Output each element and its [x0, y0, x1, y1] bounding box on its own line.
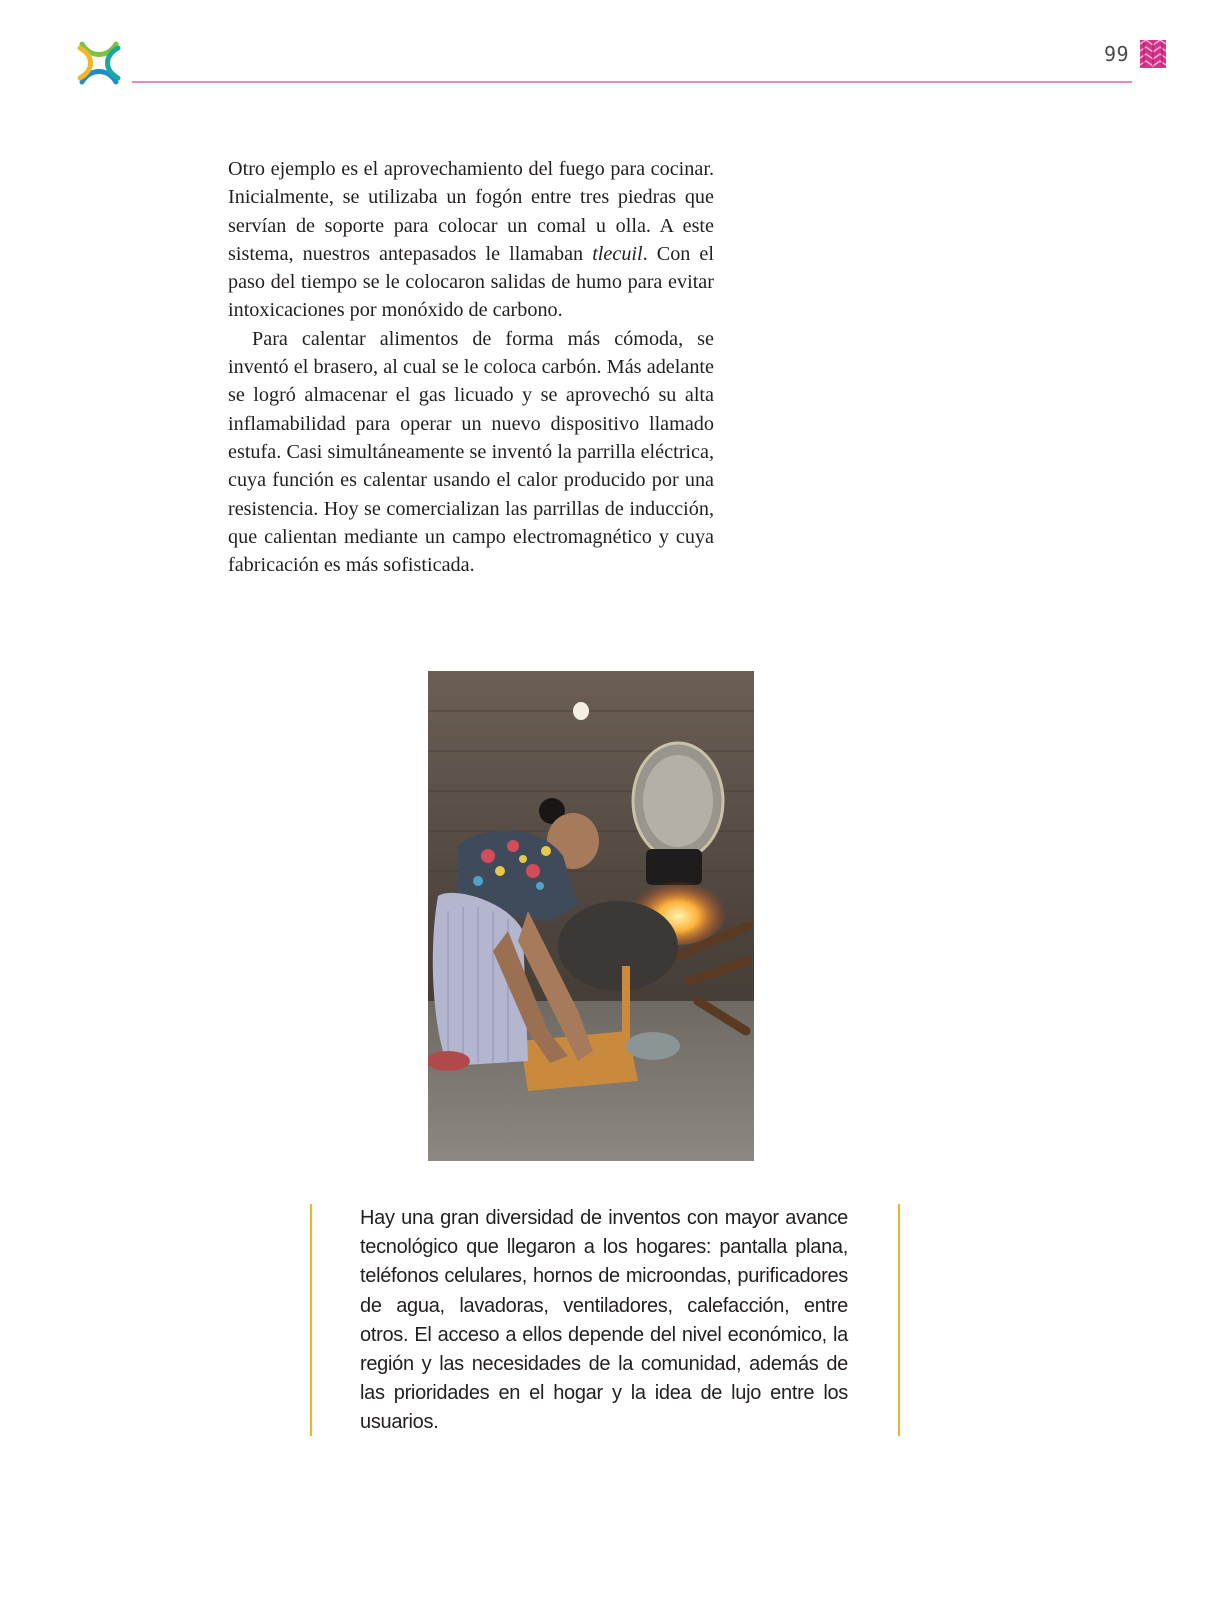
main-body-text — [228, 155, 714, 579]
sidebar-text: Hay una gran diversidad de inventos con mayor avance tecnológico que llegaron a los hogares: pantalla plana, teléfonos celulares, hornos de microondas, purificadores de agua, lavadoras, ventiladores, calefacción, entre otros. El acceso a ellos depende del nivel económico, la región y las necesidades de la comunidad, además de las prioridades en el hogar y la idea de lujo entre los usuarios. — [360, 1207, 848, 1434]
photo-woman-cooking-on-wood-fire — [428, 671, 754, 1161]
header-rule — [132, 81, 1132, 83]
sidebar-note — [310, 1204, 900, 1436]
sidebar-left-bar — [310, 1204, 312, 1436]
page-number: 99 — [1104, 42, 1130, 66]
paragraph-stoves: Para calentar alimentos de forma más cómoda, se inventó el brasero, al cual se le coloca carbón. Más adelante se logró almacenar el gas licuado y se aprovechó su alta inflamabilidad para operar un nuevo dispositivo llamado estufa. Casi simultáneamente se inventó la parrilla eléctrica, cuya función es calentar usando el calor producido por una resistencia. Hoy se comercializan las parrillas de inducción, que calientan mediante un campo electromagnético y cuya fabricación es más sofisticada. — [228, 327, 714, 577]
paragraph-fire-cooking: Otro ejemplo es el aprovechamiento del fuego para cocinar. Inicialmente, se utilizaba un fogón entre tres piedras que servían de soporte para colocar un comal u olla. A este sistema, nuestros antepasados le llamaban tlecuil. Con el paso del tiempo se le colocaron salidas de humo para evitar intoxicaciones por monóxido de carbono. — [228, 158, 714, 322]
term-tlecuil: tlecuil — [592, 242, 643, 265]
textile-emblem-icon — [1140, 40, 1166, 68]
sidebar-right-bar — [898, 1204, 900, 1436]
logo-icon — [74, 38, 124, 88]
